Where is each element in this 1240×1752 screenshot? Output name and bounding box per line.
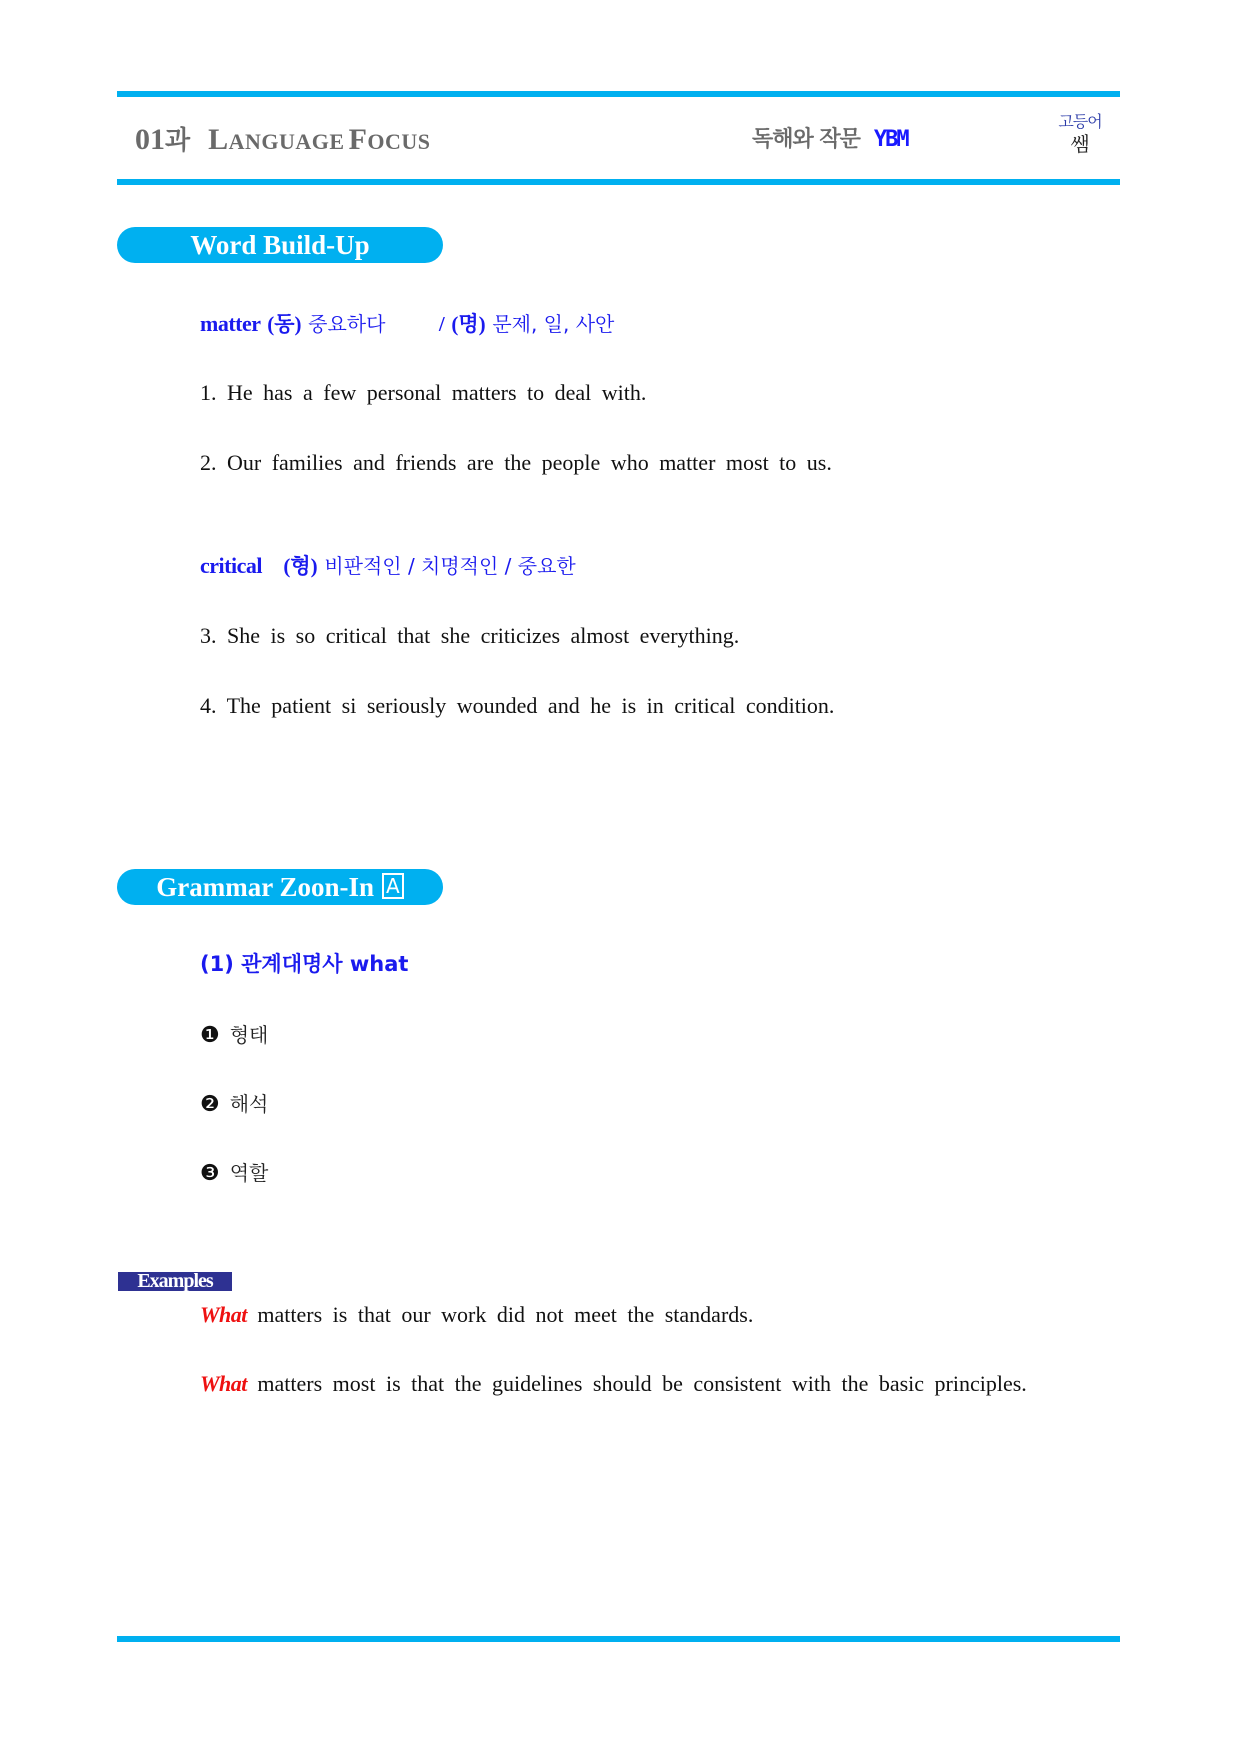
grammar-point-form xyxy=(200,1020,268,1051)
grammar-zoom-in-heading xyxy=(117,869,443,905)
example-text: matters is that our work did not meet the standards. xyxy=(257,1302,754,1327)
example-sentence-2: 2. Our families and friends are the people who matter most to us. xyxy=(200,450,832,475)
word-buildup-heading: Word Build-Up xyxy=(117,227,443,263)
title-initial: F xyxy=(348,123,368,156)
grammar-subheading: (1) 관계대명사 what xyxy=(200,952,409,976)
point-label: 해석 xyxy=(229,1092,269,1116)
number-3-icon: ❸ xyxy=(200,1161,220,1186)
footer-rule xyxy=(117,1636,1120,1642)
grammar-heading-text: Grammar Zoon-In xyxy=(156,872,375,902)
vocab-word: critical xyxy=(200,553,262,578)
section-title-word-1 xyxy=(208,123,344,156)
vocab-entry-critical xyxy=(200,551,576,581)
part-of-speech: (명) xyxy=(451,312,486,336)
grammar-example-2 xyxy=(200,1369,1027,1399)
separator: / xyxy=(438,312,445,336)
header-bottom-rule xyxy=(117,179,1120,185)
vocab-entry-matter xyxy=(200,309,614,339)
author-logo xyxy=(1055,110,1105,166)
title-initial: L xyxy=(208,123,229,156)
part-of-speech: (형) xyxy=(283,554,318,578)
grammar-point-interpretation xyxy=(200,1089,268,1120)
lesson-number: 01 xyxy=(135,123,165,156)
grammar-example-1 xyxy=(200,1300,753,1330)
examples-label: Examples xyxy=(118,1272,232,1291)
book-title: 독해와 작문 xyxy=(752,127,860,152)
lesson-unit: 과 xyxy=(165,126,191,156)
title-rest: ANGUAGE xyxy=(228,129,345,154)
header-top-rule xyxy=(117,91,1120,97)
logo-bottom-text: 쌤 xyxy=(1070,132,1090,156)
point-label: 형태 xyxy=(229,1023,269,1047)
example-text: matters most is that the guidelines should be consistent with the basic principles. xyxy=(257,1371,1027,1396)
meaning: 문제, 일, 사안 xyxy=(492,312,615,336)
number-2-icon: ❷ xyxy=(200,1092,220,1117)
vocab-word: matter xyxy=(200,311,261,336)
keyword-what: What xyxy=(200,1302,247,1327)
book-info xyxy=(752,120,908,161)
point-label: 역할 xyxy=(229,1161,269,1185)
example-sentence-4: 4. The patient si seriously wounded and he is in critical condition. xyxy=(200,693,835,718)
logo-top-text: 고등어 xyxy=(1058,112,1102,131)
page-title xyxy=(135,120,431,165)
example-sentence-3: 3. She is so critical that she criticizes almost everything. xyxy=(200,623,740,648)
grammar-point-role xyxy=(200,1158,268,1189)
section-badge: A xyxy=(382,873,404,899)
part-of-speech: (동) xyxy=(267,312,302,336)
meaning: 비판적인 / 치명적인 / 중요한 xyxy=(324,554,576,578)
publisher-logo: YBM xyxy=(873,127,908,152)
example-sentence-1: 1. He has a few personal matters to deal with. xyxy=(200,380,647,405)
title-rest: OCUS xyxy=(367,129,431,154)
number-1-icon: ❶ xyxy=(200,1023,220,1048)
keyword-what: What xyxy=(200,1371,247,1396)
meaning: 중요하다 xyxy=(308,312,386,336)
section-title-word-2 xyxy=(349,123,431,156)
